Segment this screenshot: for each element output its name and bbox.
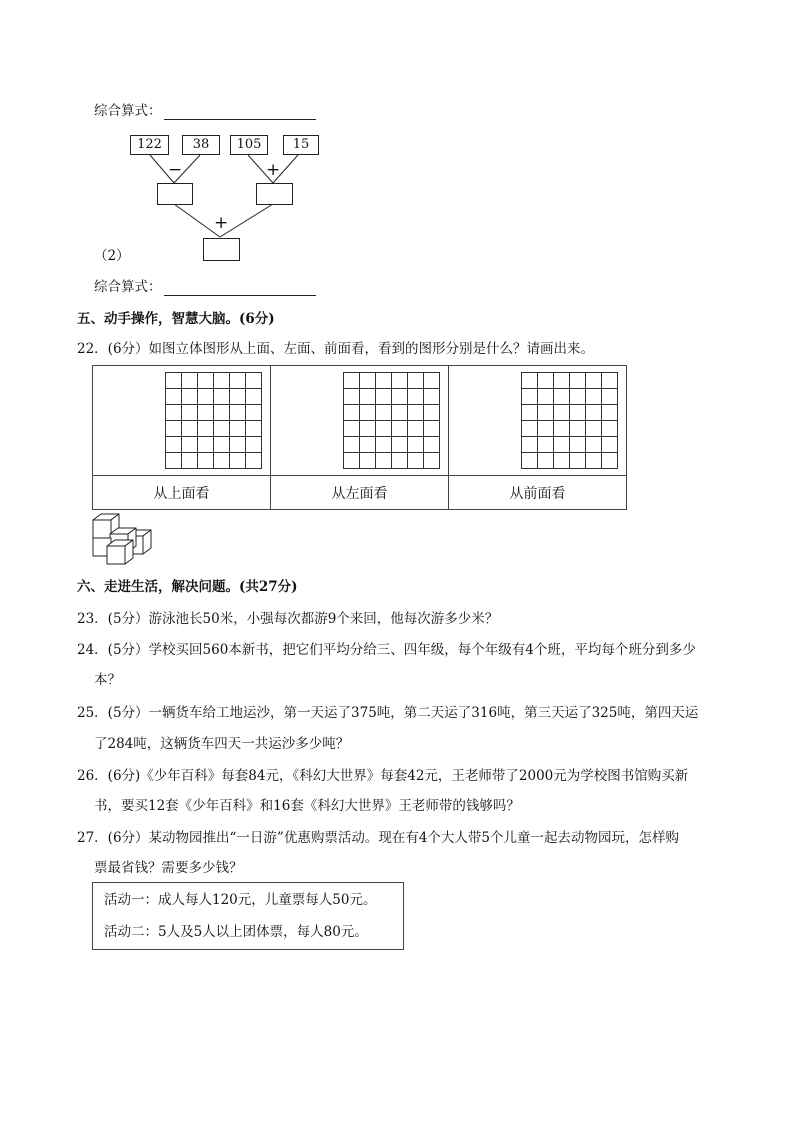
activity-1: 活动一：成人每人120元，儿童票每人50元。 — [104, 892, 377, 908]
answer-box-right[interactable] — [256, 183, 293, 205]
number-box-3: 105 — [230, 135, 268, 155]
cube-figure — [88, 512, 162, 566]
question-23: 23．(5分）游泳池长50米，小强每次都游9个来回，他每次游多少米？ — [77, 611, 499, 627]
question-24-line-2: 本？ — [94, 672, 121, 688]
views-table — [92, 365, 627, 510]
plus-sign-bottom: + — [214, 213, 229, 233]
calculation-tree-lines — [0, 0, 794, 270]
number-box-1: 122 — [130, 135, 169, 155]
question-26-line-1: 26．(6分)《少年百科》每套84元，《科幻大世界》每套42元，王老师带了2000元为学校图书馆购买新 — [77, 768, 689, 784]
formula-label: 综合算式： — [94, 103, 162, 119]
question-27-line-1: 27．(6分）某动物园推出“一日游”优惠购票活动。现在有4个大人带5个儿童一起去动物园玩，怎样购 — [77, 830, 680, 846]
section-6-heading: 六、走进生活，解决问题。(共27分) — [77, 579, 298, 595]
answer-box-bottom[interactable] — [203, 238, 240, 261]
left-view-grid[interactable] — [343, 372, 440, 469]
question-22: 22．(6分）如图立体图形从上面、左面、前面看，看到的图形分别是什么？请画出来。 — [77, 341, 595, 357]
top-view-grid[interactable] — [165, 372, 262, 469]
activity-2: 活动二：5人及5人以上团体票，每人80元。 — [104, 924, 368, 940]
number-box-4: 15 — [283, 135, 319, 155]
left-view-label: 从左面看 — [271, 476, 449, 510]
formula-line-2 — [94, 278, 316, 296]
answer-blank-2[interactable] — [164, 281, 316, 296]
question-27-line-2: 票最省钱？需要多少钱？ — [94, 860, 243, 876]
question-25-line-1: 25．(5分）一辆货车给工地运沙，第一天运了375吨，第二天运了316吨，第三天运了325吨，第四天运 — [77, 705, 699, 721]
plus-sign-right: + — [266, 160, 281, 180]
part-label: （2） — [94, 248, 130, 264]
front-view-grid[interactable] — [521, 372, 618, 469]
front-view-cell[interactable] — [449, 366, 627, 476]
question-24-line-1: 24．(5分）学校买回560本新书，把它们平均分给三、四年级，每个年级有4个班，平均每个班分到多少 — [77, 642, 696, 658]
left-view-cell[interactable] — [271, 366, 449, 476]
question-26-line-2: 书，要买12套《少年百科》和16套《科幻大世界》王老师带的钱够吗？ — [94, 798, 520, 814]
number-box-2: 38 — [182, 135, 220, 155]
top-view-label: 从上面看 — [93, 476, 271, 510]
formula-label-2: 综合算式： — [94, 279, 162, 295]
minus-sign: − — [168, 160, 183, 180]
question-25-line-2: 了284吨，这辆货车四天一共运沙多少吨？ — [94, 736, 350, 752]
section-5-heading: 五、动手操作，智慧大脑。(6分) — [77, 311, 275, 327]
ticket-activities-box — [92, 882, 404, 950]
front-view-label: 从前面看 — [449, 476, 627, 510]
answer-box-left[interactable] — [157, 183, 193, 205]
top-view-cell[interactable] — [93, 366, 271, 476]
